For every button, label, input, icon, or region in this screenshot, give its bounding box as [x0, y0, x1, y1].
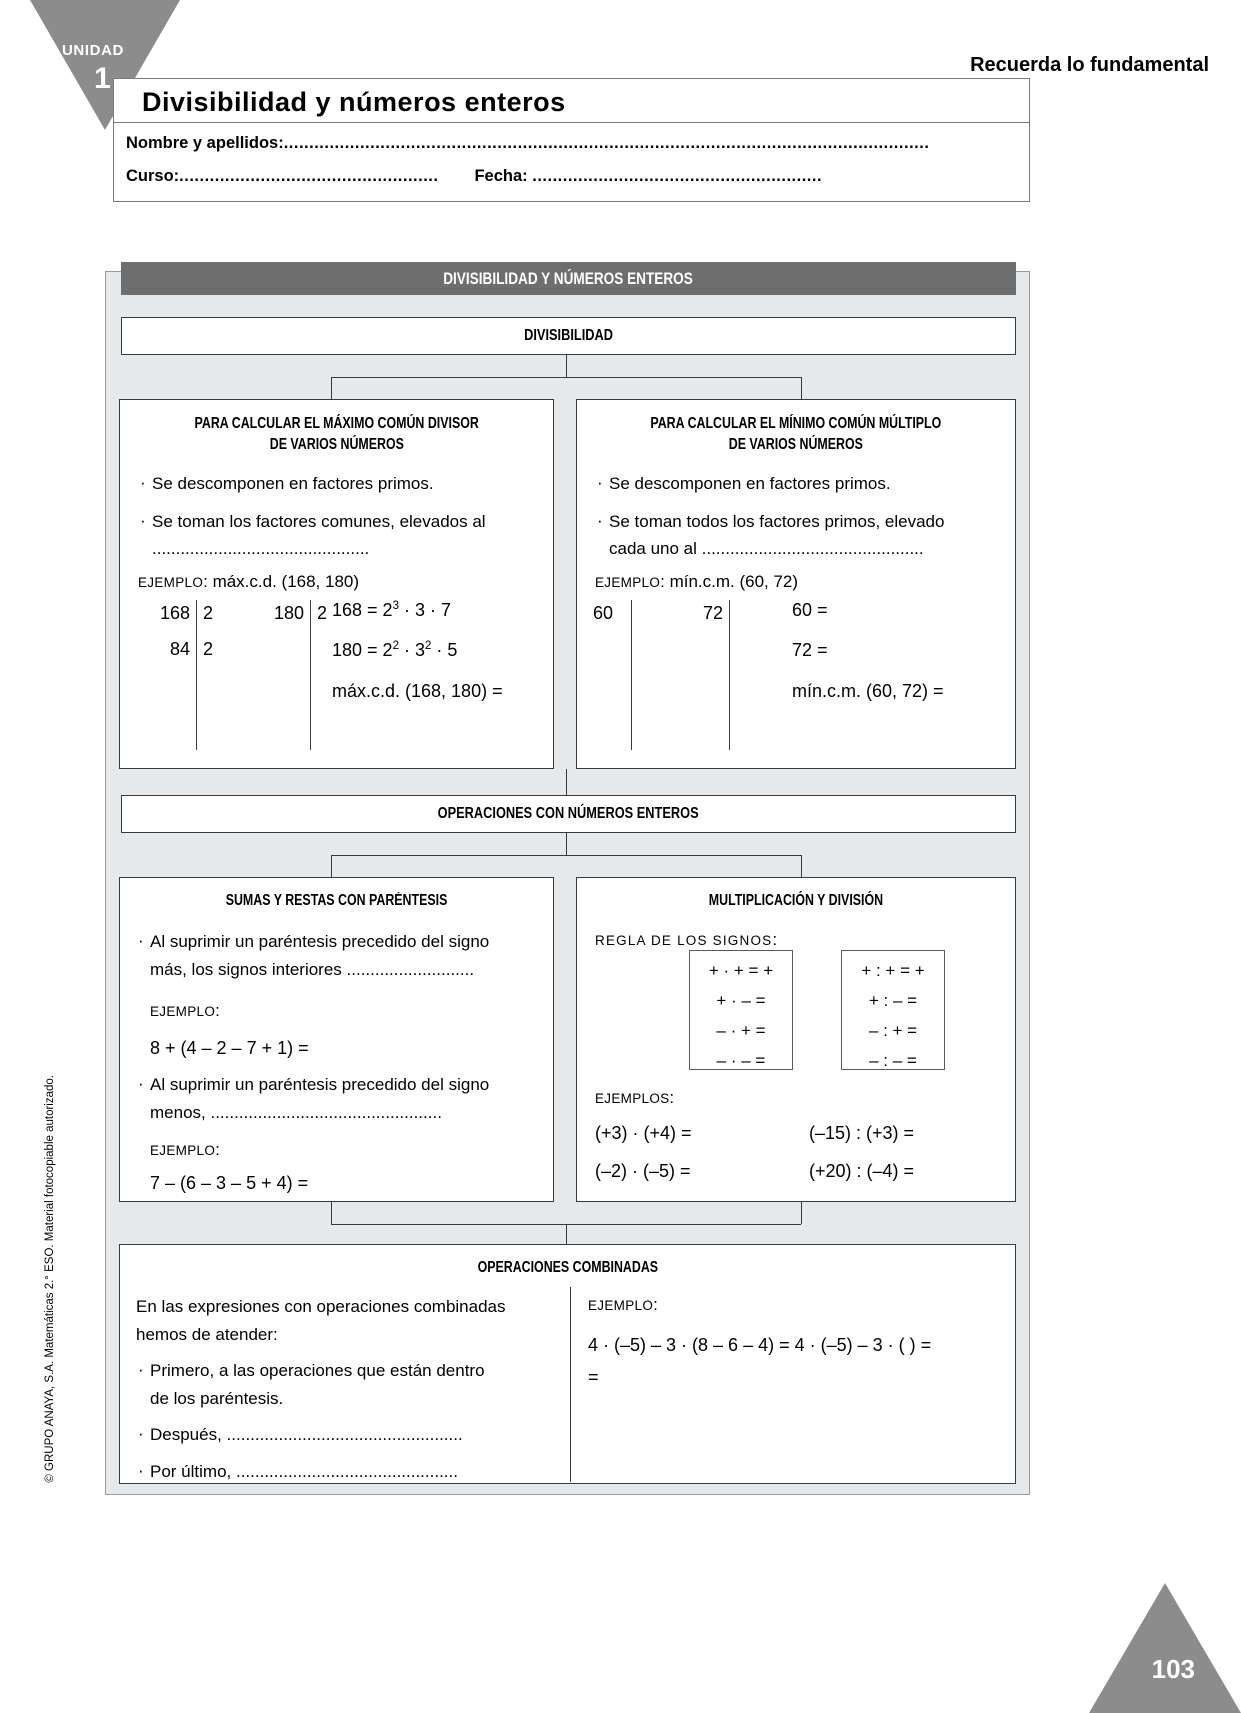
connector-to-operaciones: [566, 769, 567, 795]
regla-signos-label: REGLA DE LOS SIGNOS: [595, 933, 773, 948]
mcd-result-1: [332, 600, 451, 621]
mcm-col1-rule: [631, 600, 632, 750]
name-field-row[interactable]: [126, 134, 1021, 153]
combinadas-separator: [570, 1287, 571, 1482]
mult-example-1-right: (–15) : (+3) =: [809, 1123, 915, 1143]
diagram-title-bar: [121, 262, 1016, 295]
mcd-ejemplo-text: : máx.c.d. (168, 180): [203, 572, 360, 591]
combinadas-ejemplo-label: EJEMPLO: [588, 1298, 654, 1313]
mcm-col1-n1: 60: [593, 603, 614, 623]
sumas-ejemplo1-line: [150, 1001, 220, 1021]
mcd-result-1-exp: 3: [392, 600, 399, 612]
sumas-bullet-1-dots: ...........................: [346, 959, 475, 979]
connector-mult-up: [801, 1202, 802, 1224]
mcd-bullet-2-dots: ..............................................: [152, 539, 370, 559]
section-operaciones-header: [121, 795, 1016, 833]
box-minimo-comun-multiplo: [576, 399, 1016, 769]
combinadas-bullet-3-dots: ...............................................: [235, 1461, 458, 1481]
operaciones-heading: OPERACIONES CON NÚMEROS ENTEROS: [437, 805, 699, 822]
combinadas-bullet-1: [136, 1357, 560, 1385]
mcm-ejemplo-line: [595, 572, 798, 592]
mcd-final-result: máx.c.d. (168, 180) =: [332, 681, 503, 701]
mcd-result-2-mid: · 3: [398, 640, 425, 660]
mult-example-2-left: (–2) · (–5) =: [595, 1161, 691, 1181]
sumas-ejemplo1-label: EJEMPLO: [150, 1004, 216, 1019]
mcm-bullet-2-dots: ...............................................: [701, 539, 924, 559]
recuerda-heading: Recuerda lo fundamental: [970, 54, 1209, 76]
connector-sumas-drop: [331, 855, 332, 878]
sumas-bullet-1-l2: [136, 956, 542, 984]
concept-map-diagram: [105, 268, 1030, 1495]
connector-mult-drop: [801, 855, 802, 878]
div-rule-2: + : – =: [868, 991, 918, 1010]
combinadas-ejemplo-expr2: =: [588, 1367, 599, 1387]
mcd-result-2-tail: · 5: [431, 640, 458, 660]
mult-ejemplos-label: EJEMPLOS: [595, 1091, 670, 1106]
mcm-bullet-2: [595, 508, 1005, 536]
mcd-bullet-2: [138, 508, 538, 536]
sumas-bullet-1-l1: Al suprimir un paréntesis precedido del signo: [150, 932, 490, 951]
mcm-col2-n1: 72: [702, 603, 723, 623]
unit-label: UNIDAD: [62, 42, 124, 59]
combinadas-ejemplo-line: [588, 1295, 658, 1315]
regla-signos-line: [595, 930, 777, 950]
mcm-bullet-1: · Se descomponen en factores primos.: [595, 470, 1005, 498]
combinadas-intro-l2: hemos de atender:: [136, 1324, 278, 1344]
connector-sumas-up: [331, 1202, 332, 1224]
mcm-final-result: mín.c.m. (60, 72) =: [792, 681, 944, 701]
mcm-ejemplo-label: EJEMPLO: [595, 575, 661, 590]
connector-operaciones-bus: [331, 855, 801, 856]
mult-example-1-left: (+3) · (+4) =: [595, 1123, 692, 1143]
page-number: 103: [1151, 1654, 1195, 1684]
combinadas-bullet-1-l1: Primero, a las operaciones que están dentro: [150, 1361, 485, 1381]
mcd-col1-n2: 84: [169, 639, 190, 659]
page-title: Divisibilidad y números enteros: [142, 87, 566, 117]
mult-example-2-right: (+20) : (–4) =: [809, 1161, 915, 1181]
title-box: [113, 78, 1030, 123]
mcd-col2-f1: 2: [317, 603, 328, 623]
combinadas-bullet-2-dots: ..................................................: [226, 1425, 463, 1445]
mcd-result-2: [332, 640, 457, 661]
connector-operaciones-stem: [566, 833, 567, 855]
mult-ejemplos-line: [595, 1088, 674, 1108]
copyright-text: © GRUPO ANAYA, S.A. Matemáticas 2.° ESO. Material fotocopiable autorizado.: [44, 1075, 56, 1483]
sumas-bullet-2: [136, 1071, 542, 1099]
sign-table-multiplication: [689, 950, 793, 1070]
mult-rule-2: + · – =: [716, 991, 766, 1010]
mcd-bullet-1: · Se descomponen en factores primos.: [138, 470, 538, 498]
combinadas-title: OPERACIONES COMBINADAS: [477, 1259, 658, 1276]
mcm-result-1: 60 =: [792, 600, 828, 620]
sumas-ejemplo2-colon: :: [215, 1140, 220, 1159]
mcd-col2-rule: [310, 600, 311, 750]
mult-rule-4: – · – =: [716, 1051, 766, 1070]
sumas-bullet-1-l2-text: más, los signos interiores: [150, 959, 347, 979]
sumas-ejemplo2-expr: 7 – (6 – 3 – 5 + 4) =: [150, 1173, 309, 1193]
sumas-bullet-2-l2: [136, 1099, 542, 1127]
sumas-bullet-2-l1: Al suprimir un paréntesis precedido del signo: [150, 1075, 490, 1094]
identification-box: [113, 122, 1030, 202]
combinadas-bullet-2-text: Después,: [150, 1425, 227, 1445]
sumas-ejemplo2-line: [150, 1140, 220, 1160]
combinadas-ejemplo-colon: :: [653, 1295, 658, 1314]
mcd-col1-f2: 2: [203, 639, 214, 659]
box-maximo-comun-divisor: [119, 399, 554, 769]
mult-rule-1: + · + = +: [708, 961, 774, 980]
sumas-title: SUMAS Y RESTAS CON PARÉNTESIS: [225, 892, 448, 909]
mcd-result-2-exp2: 2: [424, 640, 432, 652]
mcm-col2-rule: [729, 600, 730, 750]
mcm-ejemplo-text: : mín.c.m. (60, 72): [660, 572, 799, 591]
curso-dots: ...................................................: [179, 167, 439, 185]
mcm-bullet-2-cont-text: cada uno al: [609, 539, 702, 559]
divisibilidad-heading: DIVISIBILIDAD: [524, 327, 613, 344]
curso-fecha-row[interactable]: [126, 167, 1021, 186]
mcd-col1-f1: 2: [203, 603, 214, 623]
connector-mcm-drop: [801, 377, 802, 400]
connector-combinadas-stem: [566, 1224, 567, 1246]
name-dots: ...............................................................................................................................: [283, 134, 930, 152]
mcm-bullet-2-text: Se toman todos los factores primos, elevado: [609, 511, 945, 531]
box-operaciones-combinadas: [119, 1244, 1016, 1484]
sumas-bullet-2-l2-text: menos,: [150, 1102, 211, 1122]
sign-table-division: [841, 950, 945, 1070]
mcd-result-1-lhs: 168 = 2: [332, 600, 393, 620]
sumas-bullet-2-dots: .................................................: [210, 1102, 442, 1122]
connector-divisibilidad-stem: [566, 355, 567, 377]
section-divisibilidad-header: [121, 317, 1016, 355]
mult-ejemplos-colon: :: [669, 1088, 675, 1107]
combinadas-bullet-2: [136, 1421, 560, 1449]
mcd-col2-n1: 180: [273, 603, 304, 623]
page-number-triangle: [1089, 1583, 1241, 1713]
curso-label: Curso:: [126, 167, 180, 185]
mcd-bullet-2-text: Se toman los factores comunes, elevados al: [152, 511, 486, 531]
sumas-bullet-1: [136, 928, 542, 956]
combinadas-bullet-3: [136, 1458, 560, 1486]
div-rule-3: – : + =: [868, 1021, 918, 1040]
connector-mcd-drop: [331, 377, 332, 400]
mult-title: MULTIPLICACIÓN Y DIVISIÓN: [708, 892, 884, 909]
mcd-ejemplo-line: [138, 572, 359, 592]
combinadas-ejemplo-expr: 4 · (–5) – 3 · (8 – 6 – 4) = 4 · (–5) – 3 · ( ) =: [588, 1335, 932, 1355]
name-label: Nombre y apellidos:: [126, 134, 284, 152]
mcm-bullet-2-cont: [595, 535, 1005, 563]
sumas-ejemplo1-expr: 8 + (4 – 2 – 7 + 1) =: [150, 1038, 309, 1058]
mcm-result-2: 72 =: [792, 640, 828, 660]
mcd-result-1-mid: · 3 · 7: [398, 600, 451, 620]
combinadas-intro-l1: En las expresiones con operaciones combinadas: [136, 1297, 506, 1316]
mult-rule-3: – · + =: [716, 1021, 766, 1040]
mcd-title-line2: DE VARIOS NÚMEROS: [269, 435, 404, 453]
combinadas-bullet-1-l2: de los paréntesis.: [150, 1388, 284, 1408]
mcd-col1-rule: [196, 600, 197, 750]
fecha-dots: .........................................................: [532, 167, 823, 185]
fecha-label: Fecha:: [474, 167, 528, 185]
mcd-result-2-lhs: 180 = 2: [332, 640, 393, 660]
mcd-ejemplo-label: EJEMPLO: [138, 575, 204, 590]
combinadas-bullet-3-text: Por último,: [150, 1461, 236, 1481]
sumas-ejemplo1-colon: :: [215, 1001, 220, 1020]
unit-number: 1: [94, 62, 111, 95]
mcd-col1-n1: 168: [159, 603, 190, 623]
box-multiplicacion-division: [576, 877, 1016, 1202]
diagram-title-text: DIVISIBILIDAD Y NÚMEROS ENTEROS: [443, 268, 694, 288]
mcm-title-line1: PARA CALCULAR EL MÍNIMO COMÚN MÚLTIPLO: [650, 415, 942, 432]
sumas-ejemplo2-label: EJEMPLO: [150, 1143, 216, 1158]
div-rule-4: – : – =: [869, 1051, 917, 1070]
mcd-title-line1: PARA CALCULAR EL MÁXIMO COMÚN DIVISOR: [194, 415, 479, 432]
div-rule-1: + : + = +: [861, 961, 925, 980]
connector-divisibilidad-bus: [331, 377, 801, 378]
regla-signos-colon: :: [772, 930, 778, 949]
mcm-title-line2: DE VARIOS NÚMEROS: [728, 435, 864, 453]
box-sumas-restas: [119, 877, 554, 1202]
mcd-result-2-exp1: 2: [392, 640, 399, 652]
